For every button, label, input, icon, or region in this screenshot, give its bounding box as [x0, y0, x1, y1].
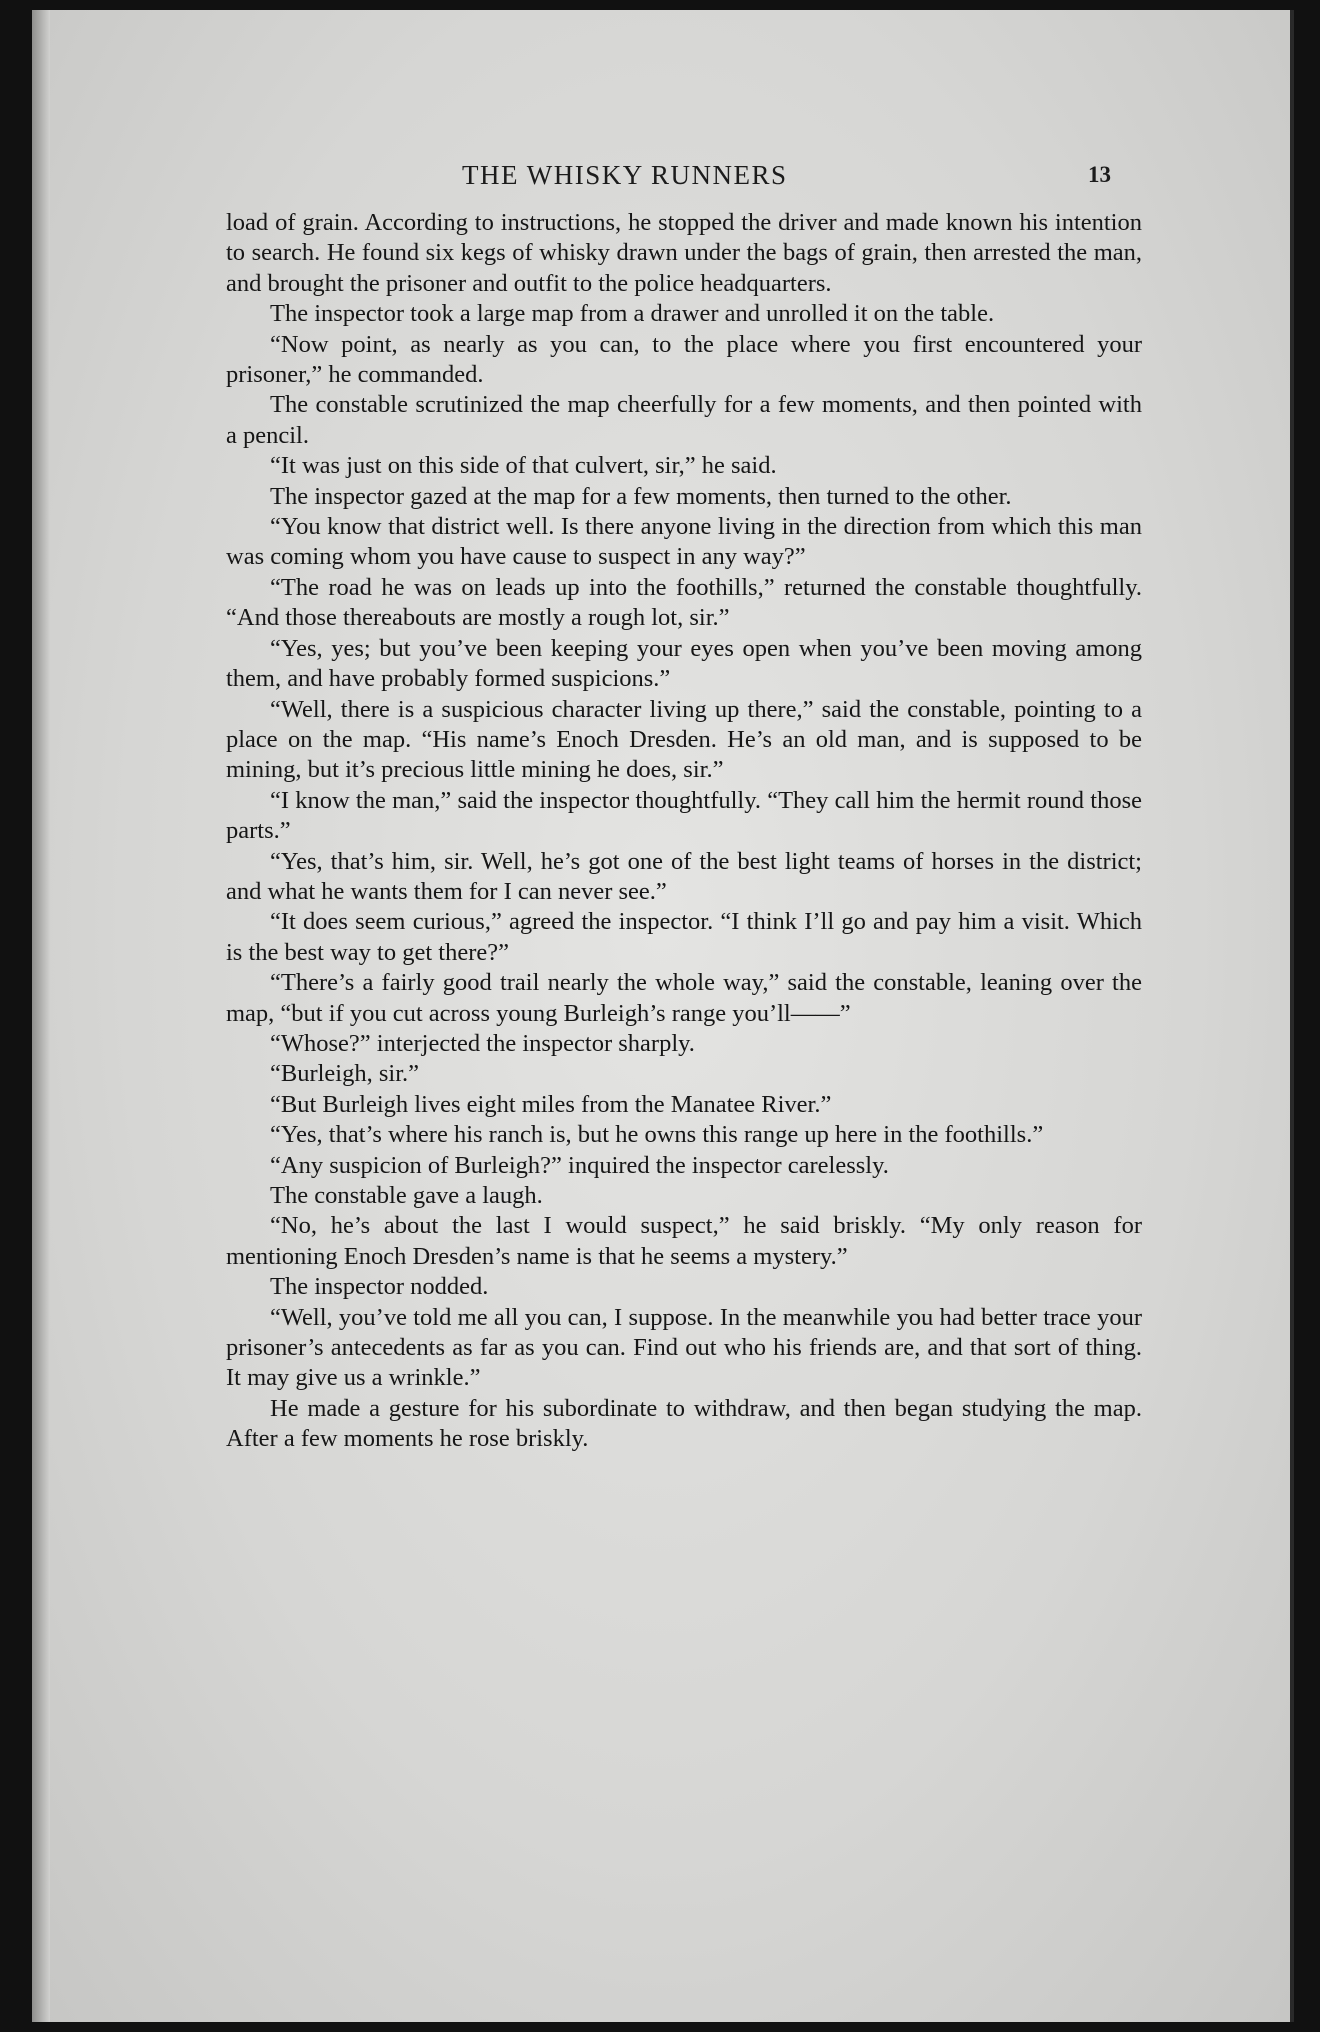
paragraph: “You know that district well. Is there anyone living in the direction from which this man was coming whom you have cause to suspect in any way?”	[226, 513, 1142, 571]
paragraph: “Now point, as nearly as you can, to the place where you first encountered your prisoner,” he commanded.	[226, 330, 1142, 389]
paragraph: “It does seem curious,” agreed the inspector. “I think I’ll go and pay him a visit. Which is the best way to get there?”	[226, 908, 1142, 966]
paragraph: “No, he’s about the last I would suspect,” he said briskly. “My only reason for mentioning Enoch Dresden’s name is that he seems a mystery.”	[226, 1212, 1142, 1270]
paragraph: “But Burleigh lives eight miles from the Manatee River.”	[270, 1090, 832, 1118]
paragraph: “Any suspicion of Burleigh?” inquired the inspector carelessly.	[270, 1151, 889, 1179]
paragraph: “Burleigh, sir.”	[270, 1060, 420, 1088]
running-head: THE WHISKY RUNNERS	[462, 160, 788, 190]
paragraph: He made a gesture for his subordinate to withdraw, and then began studying the map. After a few moments he rose briskly.	[226, 1394, 1142, 1453]
paragraph: “Yes, yes; but you’ve been keeping your eyes open when you’ve been moving among them, and have probably formed suspicions.”	[226, 634, 1142, 693]
page-gutter-shadow	[32, 10, 50, 2022]
paragraph: The inspector took a large map from a drawer and unrolled it on the table.	[270, 300, 995, 328]
paragraph: “I know the man,” said the inspector thoughtfully. “They call him the hermit round those parts.”	[226, 786, 1142, 845]
paragraph: “The road he was on leads up into the foothills,” returned the constable thoughtfully. “And those thereabouts are mostly a rough lot, sir.”	[226, 573, 1142, 632]
paragraph: “There’s a fairly good trail nearly the whole way,” said the constable, leaning over the map, “but if you cut across young Burleigh’s range you’ll——”	[226, 969, 1142, 1027]
page-header	[32, 160, 1294, 200]
paragraph: “Well, you’ve told me all you can, I suppose. In the meanwhile you had better trace your prisoner’s antecedents as far as you can. Find out who his friends are, and that sort of thing. It may give us a wrinkle.”	[226, 1303, 1142, 1392]
page-number: 13	[1088, 162, 1111, 187]
body-text	[226, 208, 1142, 1455]
paragraph: The constable scrutinized the map cheerfully for a few moments, and then pointed with a pencil.	[226, 391, 1142, 449]
paragraph: “Yes, that’s him, sir. Well, he’s got one of the best light teams of horses in the district; and what he wants them for I can never see.”	[226, 847, 1142, 905]
paragraph: The inspector nodded.	[270, 1273, 489, 1301]
paragraph: “It was just on this side of that culvert, sir,” he said.	[270, 452, 777, 480]
paragraph: load of grain. According to instructions, he stopped the driver and made known his intention to search. He found six kegs of whisky drawn under the bags of grain, then arrested the man, and brought the prisoner and outfit to the police headquarters.	[226, 209, 1142, 297]
paragraph: “Well, there is a suspicious character living up there,” said the constable, pointing to a place on the map. “His name’s Enoch Dresden. He’s an old man, and is supposed to be mining, but it’s precious little mining he does, sir.”	[226, 695, 1142, 784]
paragraph: “Whose?” interjected the inspector sharply.	[270, 1029, 695, 1057]
paragraph: “Yes, that’s where his ranch is, but he owns this range up here in the foothills.”	[270, 1121, 1044, 1149]
book-page	[32, 10, 1294, 2022]
paragraph: The inspector gazed at the map for a few moments, then turned to the other.	[270, 482, 1012, 510]
paragraph: The constable gave a laugh.	[270, 1182, 543, 1209]
